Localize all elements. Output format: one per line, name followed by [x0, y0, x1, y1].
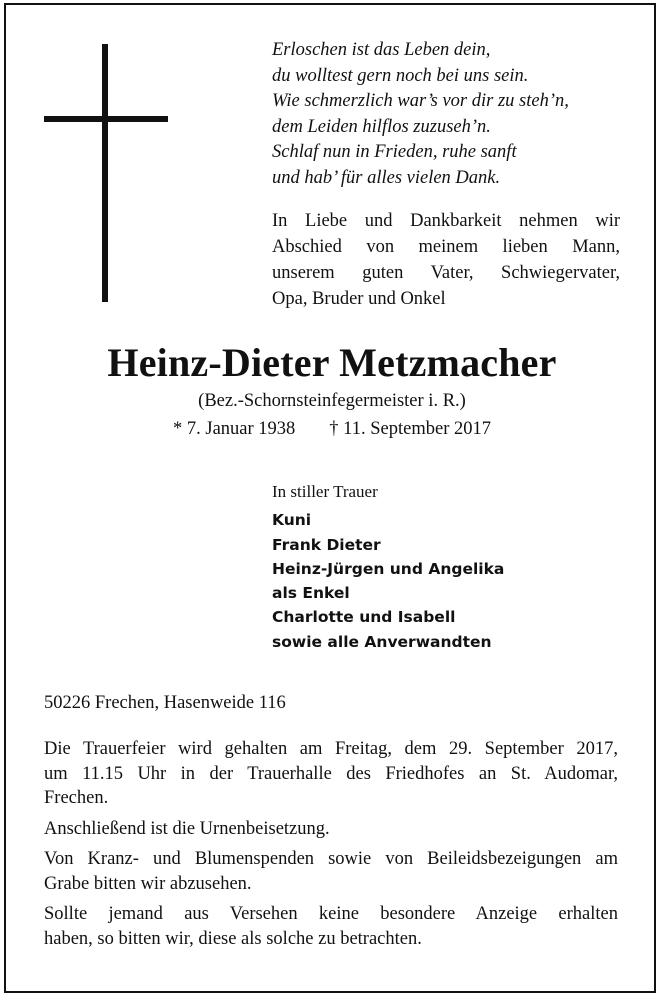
- family-address: 50226 Frechen, Hasenweide 116: [44, 693, 286, 713]
- poem-line: und hab’ für alles vielen Dank.: [272, 167, 501, 188]
- note-line: Von Kranz- und Blumenspenden sowie von Beileidsbezeigungen am: [44, 849, 618, 869]
- poem-line: Erloschen ist das Leben dein,: [272, 40, 491, 60]
- farewell-line: Opa, Bruder und Onkel: [272, 289, 446, 309]
- note-paragraph: [44, 817, 618, 842]
- note-line: Grabe bitten wir abzusehen.: [44, 873, 252, 894]
- poem-line: Schlaf nun in Frieden, ruhe sanft: [272, 142, 517, 162]
- life-dates: [0, 417, 664, 441]
- note-line: Frechen.: [44, 788, 109, 808]
- mourner-name: Frank Dieter: [272, 535, 381, 554]
- note-paragraph: [44, 847, 618, 896]
- poem-line: Wie schmerzlich war’s vor dir zu steh’n,: [272, 91, 569, 111]
- mourner-name: sowie alle Anverwandten: [272, 632, 492, 651]
- note-line: Die Trauerfeier wird gehalten am Freitag, dem 29. September 2017,: [44, 739, 618, 759]
- death-date: † 11. September 2017: [329, 419, 491, 439]
- note-line: Anschließend ist die Urnenbeisetzung.: [44, 818, 330, 839]
- mourners-block: [272, 480, 632, 654]
- funeral-notes: [44, 737, 618, 957]
- poem-line: du wolltest gern noch bei uns sein.: [272, 65, 529, 86]
- birth-date: * 7. Januar 1938: [173, 419, 296, 439]
- deceased-profession: (Bez.-Schornsteinfegermeister i. R.): [198, 391, 466, 411]
- poem: [272, 38, 632, 191]
- note-line: um 11.15 Uhr in der Trauerhalle des Friedhofes an St. Audomar,: [44, 763, 618, 784]
- mourner-name: Kuni: [272, 511, 312, 530]
- farewell-line: unserem guten Vater, Schwiegervater,: [272, 263, 620, 283]
- note-line: Sollte jemand aus Versehen keine besondere Anzeige erhalten: [44, 904, 618, 924]
- cross-horizontal-bar: [44, 116, 168, 122]
- mourner-name: als Enkel: [272, 584, 350, 603]
- mourner-name: Charlotte und Isabell: [272, 608, 456, 627]
- farewell-text: [272, 208, 620, 312]
- poem-line: dem Leiden hilflos zuzuseh’n.: [272, 116, 491, 137]
- mourner-name: Heinz-Jürgen und Angelika: [272, 559, 505, 578]
- deceased-name: Heinz-Dieter Metzmacher: [107, 340, 557, 385]
- cross-vertical-bar: [102, 44, 108, 302]
- mourning-label: In stiller Trauer: [272, 482, 378, 501]
- note-paragraph: [44, 737, 618, 811]
- farewell-line: In Liebe und Dankbarkeit nehmen wir: [272, 211, 620, 231]
- note-line: haben, so bitten wir, diese als solche zu betrachten.: [44, 928, 422, 949]
- farewell-line: Abschied von meinem lieben Mann,: [272, 237, 620, 257]
- note-paragraph: [44, 902, 618, 951]
